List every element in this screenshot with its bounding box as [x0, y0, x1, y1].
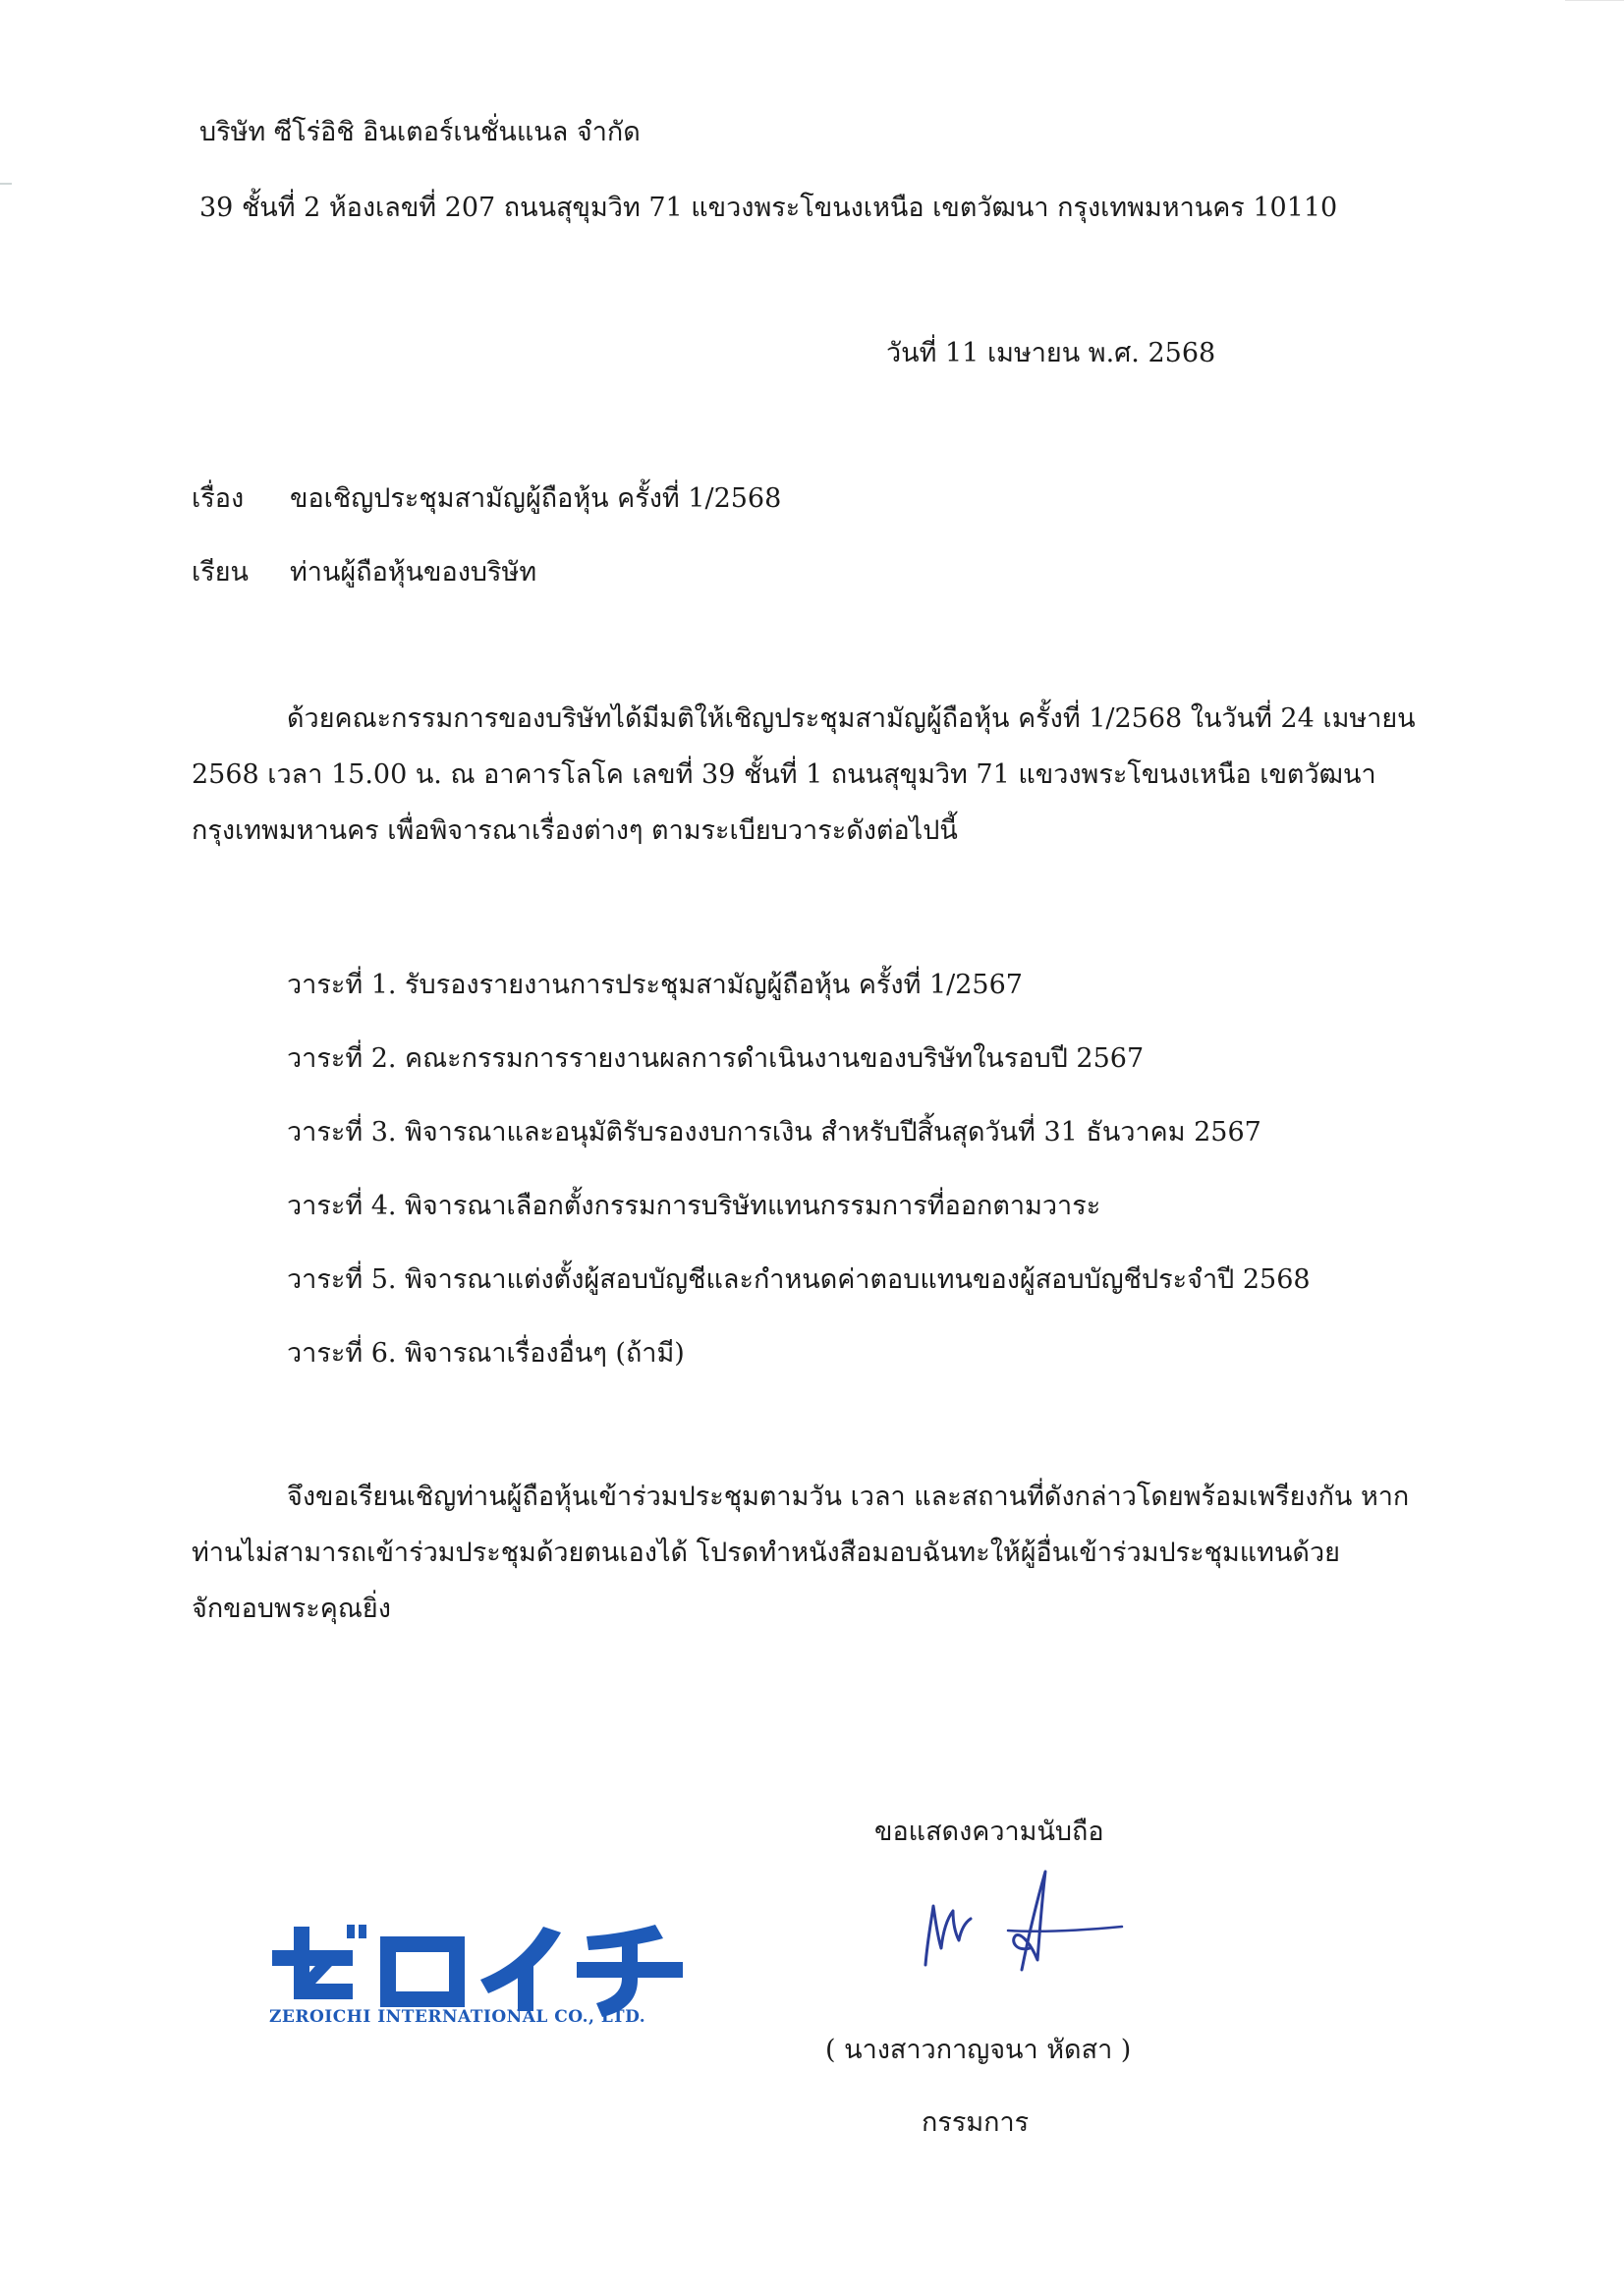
agenda-item-6: วาระที่ 6. พิจารณาเรื่องอื่นๆ (ถ้ามี) — [287, 1338, 685, 1369]
closing-line-1: จึงขอเรียนเชิญท่านผู้ถือหุ้นเข้าร่วมประชุมตามวัน เวลา และสถานที่ดังกล่าวโดยพร้อมเพรียงกัน หาก — [287, 1482, 1410, 1512]
intro-line-1: ด้วยคณะกรรมการของบริษัทได้มีมติให้เชิญประชุมสามัญผู้ถือหุ้น ครั้งที่ 1/2568 ในวันที่ 24 เมษายน — [287, 703, 1416, 734]
scan-edge-mark — [0, 183, 12, 185]
agenda-item-3: วาระที่ 3. พิจารณาและอนุมัติรับรองงบการเงิน สำหรับปีสิ้นสุดวันที่ 31 ธันวาคม 2567 — [287, 1117, 1261, 1148]
subject-line — [192, 483, 781, 515]
recipient-label: เรียน — [192, 557, 250, 588]
closing-line-2: ท่านไม่สามารถเข้าร่วมประชุมด้วยตนเองได้ โปรดทำหนังสือมอบฉันทะให้ผู้อื่นเข้าร่วมประชุมแทนด้วย — [192, 1538, 1340, 1568]
signature-image — [914, 1862, 1149, 1989]
intro-line-2: 2568 เวลา 15.00 น. ณ อาคารโลโค เลขที่ 39 ชั้นที่ 1 ถนนสุขุมวิท 71 แขวงพระโขนงเหนือ เขตวัฒนา — [192, 759, 1376, 790]
agenda-item-5: วาระที่ 5. พิจารณาแต่งตั้งผู้สอบบัญชีและกำหนดค่าตอบแทนของผู้สอบบัญชีประจำปี 2568 — [287, 1264, 1311, 1295]
scan-corner-mark — [1565, 0, 1624, 1]
subject-label: เรื่อง — [192, 483, 245, 514]
signer-name: ( นางสาวกาญจนา หัดสา ) — [825, 2035, 1132, 2065]
agenda-item-2: วาระที่ 2. คณะกรรมการรายงานผลการดำเนินงานของบริษัทในรอบปี 2567 — [287, 1043, 1145, 1074]
agenda-list — [287, 961, 1311, 1403]
company-name: บริษัท ซีโร่อิชิ อินเตอร์เนชั่นแนล จำกัด — [199, 117, 641, 147]
company-logo-english: ZEROICHI INTERNATIONAL CO., LTD. — [269, 2007, 646, 2027]
subject-text: ขอเชิญประชุมสามัญผู้ถือหุ้น ครั้งที่ 1/2568 — [290, 483, 782, 514]
intro-line-3: กรุงเทพมหานคร เพื่อพิจารณาเรื่องต่างๆ ตามระเบียบวาระดังต่อไปนี้ — [192, 815, 958, 846]
agenda-item-1: วาระที่ 1. รับรองรายงานการประชุมสามัญผู้ถือหุ้น ครั้งที่ 1/2567 — [287, 970, 1023, 1000]
recipient-text: ท่านผู้ถือหุ้นของบริษัท — [290, 557, 537, 588]
agenda-item-4: วาระที่ 4. พิจารณาเลือกตั้งกรรมการบริษัทแทนกรรมการที่ออกตามวาระ — [287, 1191, 1101, 1221]
letter-date: วันที่ 11 เมษายน พ.ศ. 2568 — [886, 338, 1216, 368]
company-address: 39 ชั้นที่ 2 ห้องเลขที่ 207 ถนนสุขุมวิท 71 แขวงพระโขนงเหนือ เขตวัฒนา กรุงเทพมหานคร 10110 — [199, 193, 1338, 223]
closing-line-3: จักขอบพระคุณยิ่ง — [192, 1594, 391, 1624]
recipient-line — [192, 557, 536, 588]
signer-title: กรรมการ — [922, 2107, 1030, 2138]
salutation: ขอแสดงความนับถือ — [874, 1817, 1104, 1847]
